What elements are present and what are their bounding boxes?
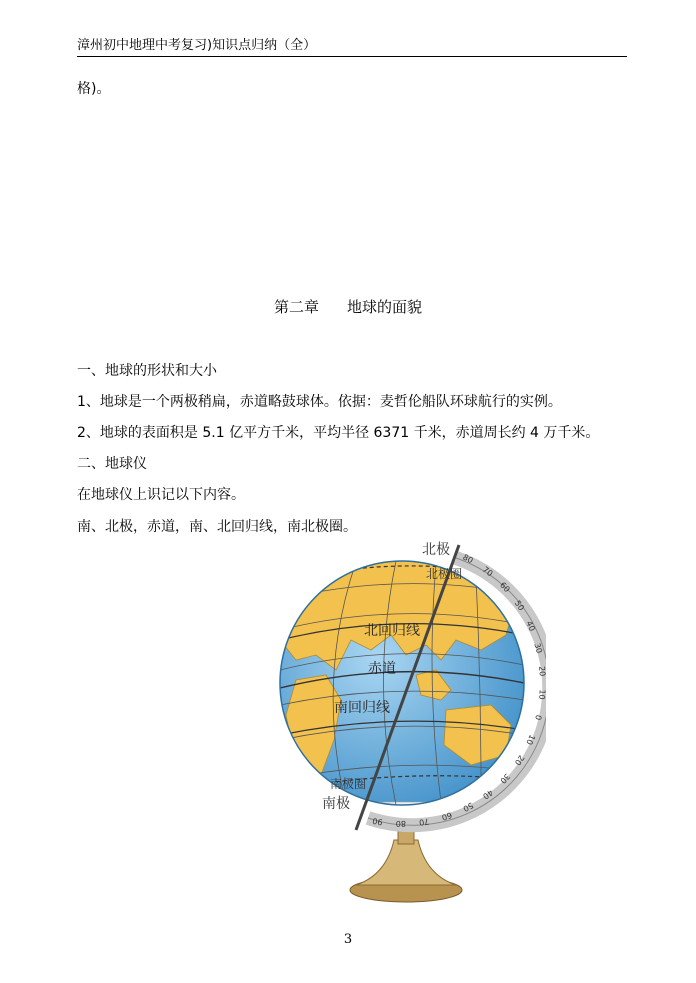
page-number: 3 xyxy=(343,932,353,947)
scale-tick-label: 80 xyxy=(395,818,407,829)
globe-figure xyxy=(276,540,546,910)
label-tropic-cancer: 北回归线 xyxy=(364,623,420,639)
page-header xyxy=(77,38,627,57)
scale-tick-label: 10 xyxy=(537,689,546,700)
label-north-pole: 北极 xyxy=(422,542,450,558)
globe-stand xyxy=(350,820,462,902)
section-heading-globe: 二、地球仪 xyxy=(77,456,147,472)
scale-tick-label: 10 xyxy=(524,733,537,747)
scale-tick-label: 80 xyxy=(461,552,475,566)
scale-tick-label: 20 xyxy=(512,753,526,767)
chapter-title: 地球的面貌 xyxy=(347,298,423,316)
scale-tick-label: 20 xyxy=(537,665,546,677)
scale-tick-label: 40 xyxy=(481,787,495,801)
scale-tick-label: 50 xyxy=(512,598,526,613)
chapter-number: 第二章 xyxy=(273,298,319,316)
scale-tick-label: 30 xyxy=(498,771,512,786)
label-south-pole: 南极 xyxy=(322,796,350,812)
scale-tick-label: 90 xyxy=(371,816,384,827)
label-tropic-capricorn: 南回归线 xyxy=(334,700,390,716)
scale-tick-label: 70 xyxy=(418,816,430,828)
paragraph-size: 2、地球的表面积是 5.1 亿平方千米，平均半径 6371 千米，赤道周长约 4 万千米。 xyxy=(77,425,600,441)
scale-tick-label: 60 xyxy=(440,810,454,823)
section-heading-shape: 一、地球的形状和大小 xyxy=(77,363,217,379)
scale-tick-label: 50 xyxy=(461,800,475,814)
scale-tick-label: 60 xyxy=(498,580,512,595)
continuation-text: 格)。 xyxy=(77,81,111,97)
header-title: 漳州初中地理中考复习)知识点归纳（全） xyxy=(77,38,317,53)
scale-tick-label: 30 xyxy=(532,642,544,655)
scale-tick-label: 40 xyxy=(524,619,537,633)
scale-tick-label: 0 xyxy=(533,713,544,722)
label-antarctic-circle: 南极圈 xyxy=(330,777,367,791)
label-arctic-circle: 北极圈 xyxy=(426,567,463,581)
scale-tick-label: 70 xyxy=(480,564,495,579)
paragraph-globe-items: 南、北极，赤道，南、北回归线，南北极圈。 xyxy=(77,519,357,535)
paragraph-globe-intro: 在地球仪上识记以下内容。 xyxy=(77,487,245,503)
label-equator: 赤道 xyxy=(368,661,396,677)
globe-illustration xyxy=(276,540,546,910)
chapter-heading xyxy=(0,298,696,316)
paragraph-shape: 1、地球是一个两极稍扁，赤道略鼓球体。依据：麦哲伦船队环球航行的实例。 xyxy=(77,394,562,410)
